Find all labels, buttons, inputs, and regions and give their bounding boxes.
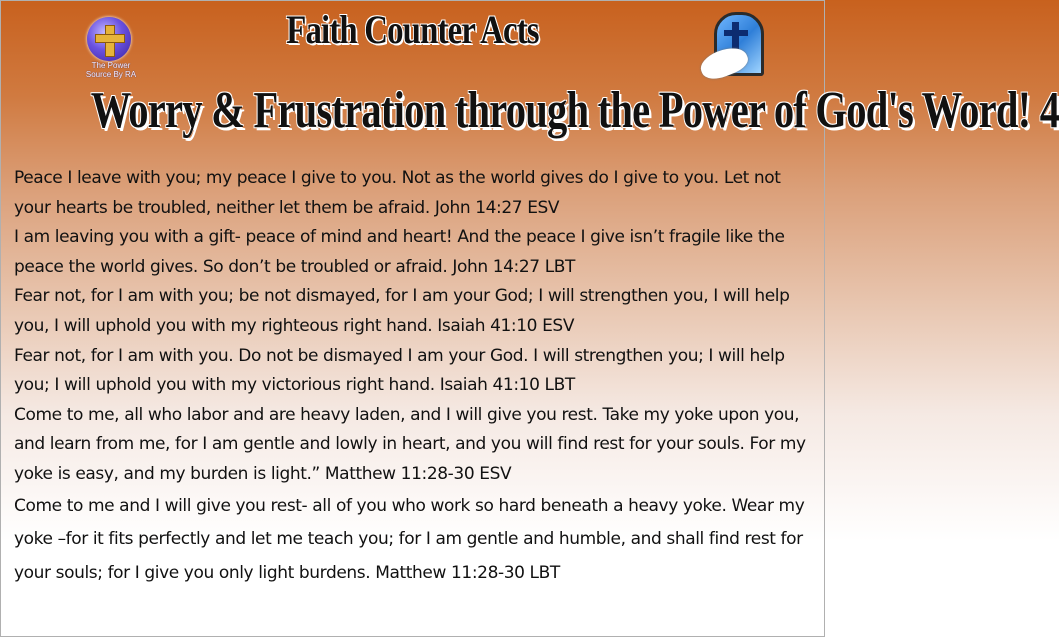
verse-text: Come to me and I will give you rest- all of you who work so hard beneath a heavy yoke. Wear my yoke –for it fits perfectly and let me teach you; for I am gentle and humble, and shall find rest for your souls; for I give you only light burdens. Matthew 11:28-30 LBT [14,495,805,583]
verse-text: Fear not, for I am with you. Do not be dismayed I am your God. I will strengthen you; I will help you; I will uphold you with my victorious right hand. Isaiah 41:10 LBT [14,345,785,396]
verse-list [14,164,814,590]
logo-caption-line2: Source By RA [85,70,137,79]
verse-text: Fear not, for I am with you; be not dismayed, for I am your God; I will strengthen you, I will help you, I will uphold you with my righteous right hand. Isaiah 41:10 ESV [14,286,790,336]
slide-subtitle: Worry & Frustration through the Power of God's Word! 4 [90,82,1059,139]
verse-text: Come to me, all who labor and are heavy laden, and I will give you rest. Take my yoke upon you, and learn from me, for I am gentle and lowly in heart, and you will find rest for your souls. For my yoke is easy, and my burden is light.” Matthew 11:28-30 ESV [14,404,806,484]
slide-title: Faith Counter Acts [286,7,539,52]
verse-text: I am leaving you with a gift- peace of mind and heart! And the peace I give isn’t fragile like the peace the world gives. So don’t be troubled or afraid. John 14:27 LBT [14,227,785,277]
church-window-dove-icon [700,10,770,90]
logo-caption-line1: The Power [91,61,131,70]
verse-text: Peace I leave with you; my peace I give to you. Not as the world gives do I give to you. Let not your hearts be troubled, neither let them be afraid. John 14:27 ESV [14,168,781,218]
logo-caption [80,61,142,79]
